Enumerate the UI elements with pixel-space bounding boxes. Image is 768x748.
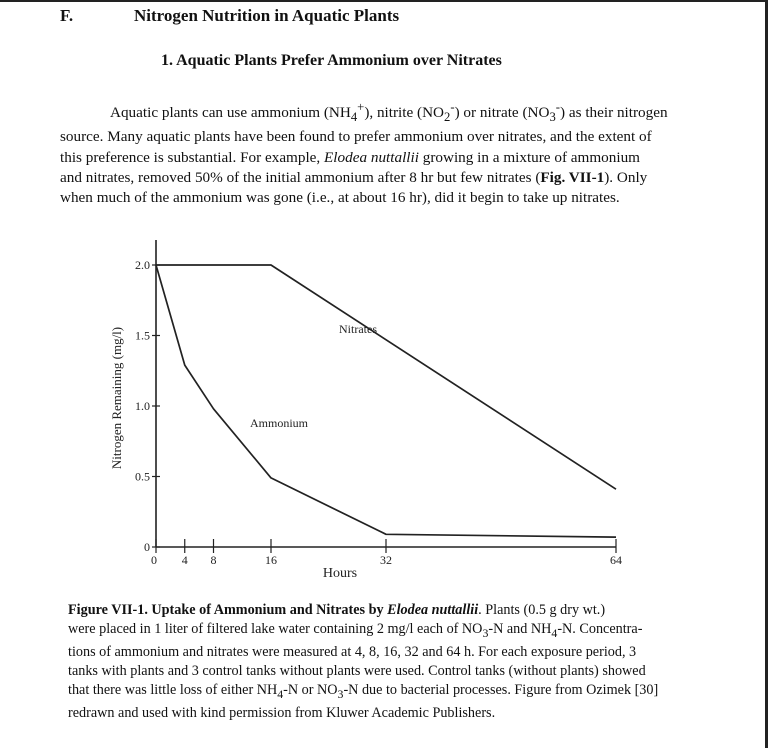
x-tick-label: 16 [265, 553, 277, 567]
subscript: 4 [350, 110, 358, 125]
paragraph-line: source. Many aquatic plants have been found to prefer ammonium over nitrates, and the extent of [60, 128, 652, 146]
caption-line [68, 620, 718, 643]
subscript: 3 [337, 687, 344, 702]
caption-species: Elodea nuttallii [387, 602, 479, 618]
caption-line: tanks with plants and 3 control tanks without plants were used. Control tanks (without plants) showed [68, 663, 646, 680]
caption-line: tions of ammonium and nitrates were measured at 4, 8, 16, 32 and 64 h. For each exposure period, 3 [68, 644, 637, 661]
x-axis-title: Hours [322, 566, 358, 581]
chart-series [156, 265, 616, 537]
subsection-title: 1. Aquatic Plants Prefer Ammonium over Nitrates [161, 52, 502, 69]
text: -N and NH [488, 621, 552, 638]
subscript: 2 [444, 110, 451, 125]
chart-labels [109, 258, 622, 581]
y-axis-title: Nitrogen Remaining (mg/l) [109, 326, 124, 470]
section-letter: F. [60, 6, 74, 25]
text: growing in a mixture of ammonium [418, 148, 640, 166]
y-tick-label: 0.5 [135, 469, 150, 484]
caption-line [68, 601, 718, 620]
subscript: 4 [551, 625, 558, 640]
superscript: + [357, 100, 365, 114]
x-tick-label: 64 [610, 553, 622, 567]
x-tick-label: 4 [181, 553, 188, 567]
species-name: Elodea nuttallii [324, 148, 419, 166]
caption-line: redrawn and used with kind permission from Kluwer Academic Publishers. [68, 705, 496, 722]
x-tick-label: 8 [210, 553, 217, 567]
nitrates-line [156, 265, 616, 489]
y-tick-label: 0 [144, 540, 150, 554]
ammonium-series-label: Ammonium [249, 416, 309, 430]
text: this preference is substantial. For example, [60, 148, 325, 166]
text: ) as their nitrogen [560, 104, 668, 122]
text: -N. Concentra- [557, 621, 643, 638]
y-tick-label: 1.5 [135, 328, 150, 343]
superscript: - [450, 100, 455, 114]
superscript: - [555, 100, 561, 114]
section-title: Nitrogen Nutrition in Aquatic Plants [134, 6, 400, 25]
text: ) or nitrate (NO [454, 104, 550, 122]
text: that there was little loss of either NH [68, 682, 278, 699]
y-tick-label: 1.0 [135, 399, 150, 413]
text: -N or NO [283, 682, 338, 699]
paragraph-line: when much of the ammonium was gone (i.e., at about 16 hr), did it begin to take up nitrates. [60, 188, 620, 206]
caption-label: Figure VII-1. [68, 602, 148, 618]
figure-reference: Fig. VII-1 [540, 168, 605, 186]
subscript: 3 [482, 625, 489, 640]
subscript: 4 [277, 687, 284, 702]
y-tick-label: 2.0 [135, 258, 150, 272]
text: . Plants (0.5 g dry wt.) [478, 602, 606, 618]
text: Aquatic plants can use ammonium (NH [110, 104, 351, 122]
text: ). Only [604, 168, 648, 186]
text: ), nitrite (NO [364, 104, 445, 122]
x-tick-label: 32 [380, 553, 392, 567]
text: were placed in 1 liter of filtered lake water containing 2 mg/l each of NO [68, 621, 483, 638]
ammonium-line [156, 265, 616, 537]
text: -N due to bacterial processes. Figure from Ozimek [30] [343, 682, 659, 699]
nitrates-series-label: Nitrates [339, 322, 377, 336]
x-tick-label: 0 [151, 553, 157, 567]
chart-axes [152, 240, 616, 553]
text: and nitrates, removed 50% of the initial ammonium after 8 hr but few nitrates ( [60, 168, 541, 186]
caption-line [68, 681, 718, 704]
figure-caption [68, 601, 718, 723]
subscript: 3 [549, 110, 556, 125]
caption-title: Uptake of Ammonium and Nitrates by [147, 602, 388, 618]
